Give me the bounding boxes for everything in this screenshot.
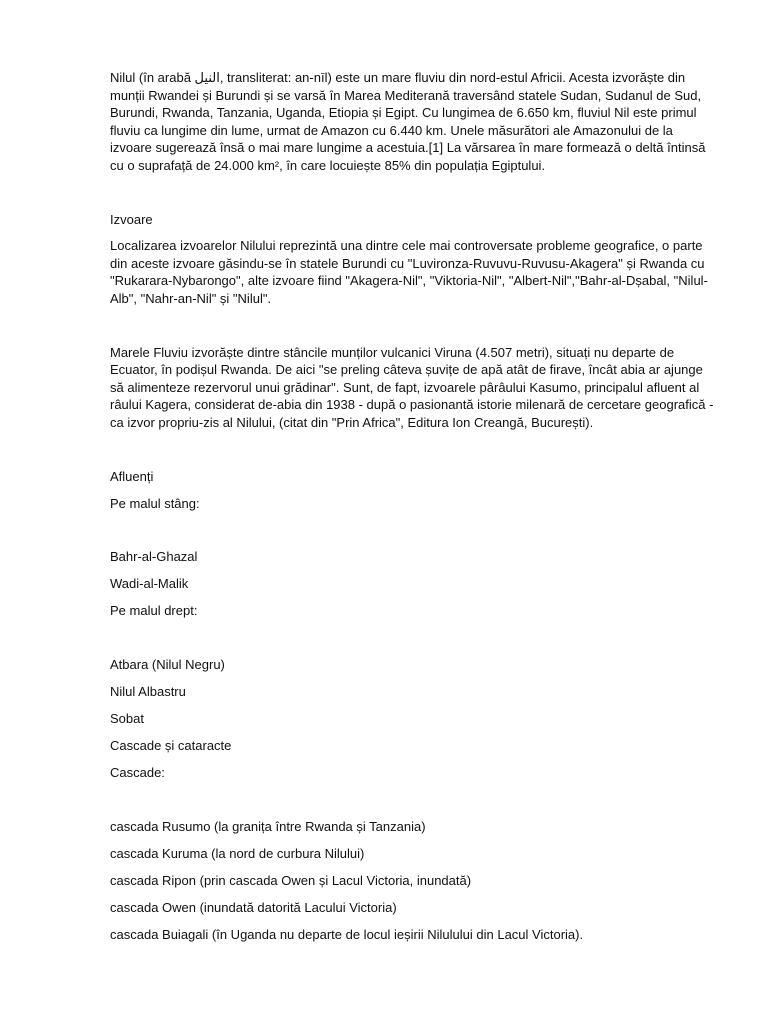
list-item: Sobat [110,711,144,727]
afluenti-heading: Afluenți [110,468,154,484]
list-item: cascada Owen (inundată datorită Lacului Victoria) [110,900,397,916]
malul-stang-label: Pe malul stâng: [110,495,200,511]
cascade-label: Cascade: [110,765,165,781]
list-item: cascada Buiagali (în Uganda nu departe de locul ieșirii Nilulului din Lacul Victoria). [110,927,584,943]
document-page [110,69,715,944]
list-item: Wadi-al-Malik [110,576,189,592]
list-item: Atbara (Nilul Negru) [110,656,225,672]
izvoare-heading: Izvoare [110,211,153,227]
list-item: cascada Ripon (prin cascada Owen și Lacul Victoria, inundată) [110,873,472,889]
list-item: cascada Kuruma (la nord de curbura Nilului) [110,846,365,862]
list-item: Bahr-al-Ghazal [110,549,198,565]
list-item: cascada Rusumo (la granița între Rwanda și Tanzania) [110,818,426,834]
malul-drept-label: Pe malul drept: [110,603,198,619]
list-item: Nilul Albastru [110,684,186,700]
izvoare-paragraph-1: Localizarea izvoarelor Nilului reprezintă una dintre cele mai controversate probleme geografice, o parte din aceste izvoare găsindu-se în statele Burundi cu "Luvironza-Ruvuvu-Ruvusu-Akagera" și Rwanda cu "Rukarara-Nybarongo", alte izvoare fiind "Akagera-Nil", "Viktoria-Nil", "Albert-Nil","Bahr-al-Dșabal, "Nilul-Alb", "Nahr-an-Nil" și "Nilul". [110,238,708,306]
izvoare-paragraph-2: Marele Fluviu izvorăște dintre stâncile munților vulcanici Viruna (4.507 metri), situați nu departe de Ecuator, în podișul Rwanda. De aici "se preling câteva șuvițe de apă atât de firave, încât abia ar ajunge să alimenteze rezervorul unui grădinar". Sunt, de fapt, izvoarele pârâului Kasumo, principalul afluent al râului Kagera, considerat de-abia din 1938 - după o pasionantă istorie milenară de cercetare geografică - ca izvor propriu-zis al Nilului, (citat din "Prin Africa", Editura Ion Creangă, București). [110,344,714,430]
cascade-heading: Cascade și cataracte [110,738,232,754]
intro-paragraph: Nilul (în arabă النيل, transliterat: an-nīl) este un mare fluviu din nord-estul Africii. Acesta izvorăște din munții Rwandei și Burundi și se varsă în Marea Mediterană traversând statele Sudan, Sudanul de Sud, Burundi, Rwanda, Tanzania, Uganda, Etiopia și Egipt. Cu lungimea de 6.650 km, fluviul Nil este primul fluviu ca lungime din lume, urmat de Amazon cu 6.440 km. Unele măsurători ale Amazonului de la izvoare sugerează însă o mai mare lungime a acestuia.[1] La vărsarea în mare formează o deltă întinsă cu o suprafață de 24.000 km², în care locuiește 85% din populația Egiptului. [110,70,706,173]
